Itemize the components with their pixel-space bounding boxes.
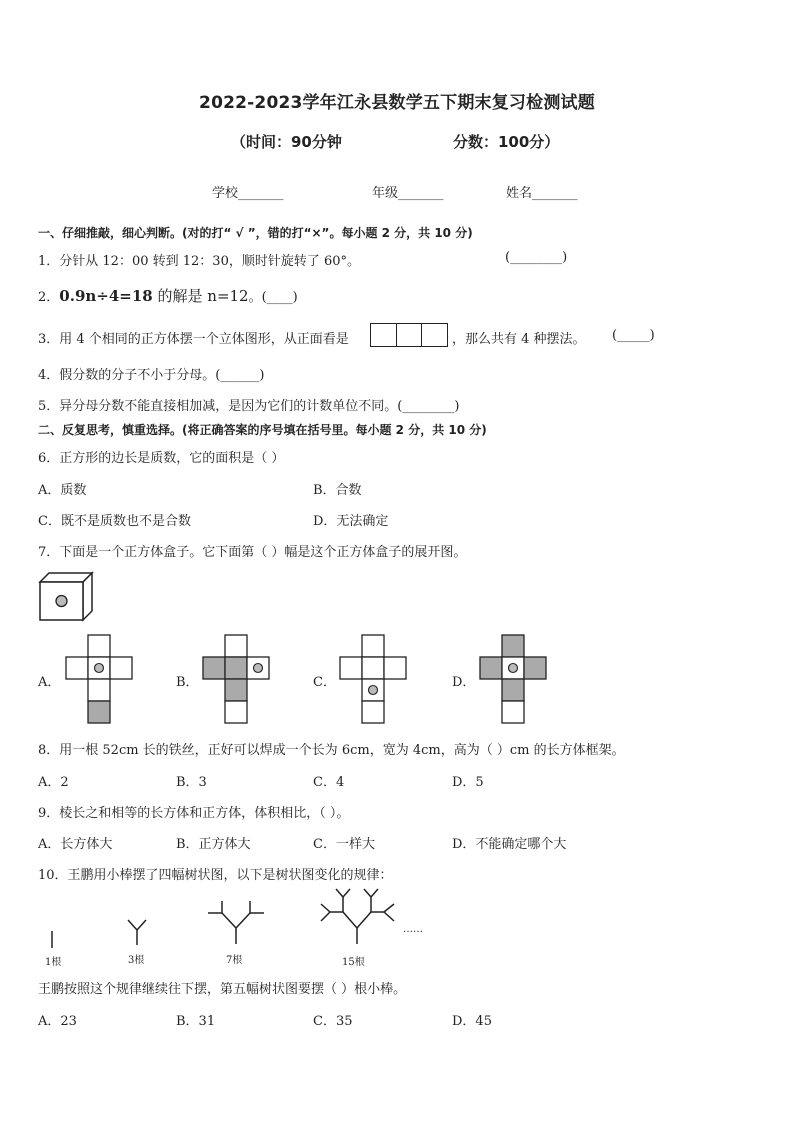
front-view-three-squares: [370, 323, 448, 347]
q9-option-c[interactable]: C．一样大: [313, 837, 375, 852]
question-8: 8．用一根 52cm 长的铁丝，正好可以焊成一个长为 6cm，宽为 4cm，高为（ ）cm 的长方体框架。: [38, 743, 625, 758]
answer-blank-1[interactable]: (________): [505, 250, 568, 265]
q10-option-c[interactable]: C．35: [313, 1014, 353, 1029]
question-7: 7．下面是一个正方体盒子。它下面第（ ）幅是这个正方体盒子的展开图。: [38, 545, 467, 560]
cube-drawing: [40, 573, 95, 621]
q10-option-b[interactable]: B．31: [176, 1014, 216, 1029]
question-10-follow: 王鹏按照这个规律继续往下摆，第五幅树状图要摆（ ）根小棒。: [38, 982, 407, 997]
q10-option-a[interactable]: A．23: [38, 1014, 77, 1029]
q8-option-b[interactable]: B．3: [176, 775, 207, 790]
question-2: [38, 285, 298, 306]
exam-time: （时间：90分钟: [231, 133, 342, 151]
section1-heading: 一、仔细推敲，细心判断。(对的打“ √ ”，错的打“×”。每小题 2 分，共 10 分): [38, 226, 473, 240]
tree-ellipsis: ……: [403, 924, 423, 935]
name-field[interactable]: 姓名_______: [506, 186, 578, 201]
net-b-drawing: [203, 635, 271, 725]
exam-score: 分数：100分）: [453, 133, 560, 151]
net-c-drawing: [340, 635, 408, 725]
q8-option-d[interactable]: D．5: [452, 775, 484, 790]
question-9: 9．棱长之和相等的长方体和正方体，体积相比，（ ）。: [38, 806, 350, 821]
q9-option-b[interactable]: B．正方体大: [176, 837, 251, 852]
question-5: 5．异分母分数不能直接相加减，是因为它们的计数单位不同。(________): [38, 399, 460, 414]
net-d-drawing: [480, 635, 548, 725]
q2-number: 2．: [38, 290, 60, 305]
q8-option-c[interactable]: C．4: [313, 775, 345, 790]
q2-middle: 的解是: [152, 287, 208, 305]
answer-blank-2[interactable]: 。(____): [248, 290, 298, 305]
question-3: 3．用 4 个相同的正方体摆一个立体图形，从正面看是: [38, 332, 349, 347]
q6-option-c[interactable]: C．既不是质数也不是合数: [38, 514, 191, 529]
tree1-label: 1根: [45, 957, 62, 968]
tree3-label: 7根: [226, 955, 243, 966]
q2-answer: n=12: [207, 287, 249, 305]
q10-option-d[interactable]: D．45: [452, 1014, 492, 1029]
q6-option-b[interactable]: B．合数: [313, 483, 362, 498]
q2-expression: 0.9n÷4=18: [59, 287, 153, 305]
school-field[interactable]: 学校_______: [212, 186, 284, 201]
grade-field[interactable]: 年级_______: [372, 186, 444, 201]
net-a-drawing: [66, 635, 134, 725]
section2-heading: 二、反复思考，慎重选择。(将正确答案的序号填在括号里。每小题 2 分，共 10 分): [38, 423, 487, 437]
question-6: 6．正方形的边长是质数，它的面积是（ ）: [38, 451, 285, 466]
question-1: 1．分针从 12：00 转到 12：30，顺时针旋转了 60°。: [38, 254, 361, 269]
question-4: 4．假分数的分子不小于分母。(______): [38, 368, 265, 383]
q7-option-a[interactable]: A．: [38, 675, 61, 690]
q8-option-a[interactable]: A．2: [38, 775, 69, 790]
q9-option-a[interactable]: A．长方体大: [38, 837, 113, 852]
q7-option-b[interactable]: B．: [176, 675, 199, 690]
tree2-label: 3根: [128, 955, 145, 966]
page-title: 2022-2023学年江永县数学五下期末复习检测试题: [199, 93, 595, 113]
tree4-label: 15根: [342, 957, 365, 968]
question-3-end: ，那么共有 4 种摆法。: [452, 332, 586, 347]
q6-option-a[interactable]: A．质数: [38, 483, 87, 498]
answer-blank-3[interactable]: (_____): [612, 328, 655, 343]
question-10: 10．王鹏用小棒摆了四幅树状图，以下是树状图变化的规律：: [38, 868, 393, 883]
q7-option-d[interactable]: D．: [452, 675, 476, 690]
q6-option-d[interactable]: D．无法确定: [313, 514, 389, 529]
q7-option-c[interactable]: C．: [313, 675, 336, 690]
q9-option-d[interactable]: D．不能确定哪个大: [452, 837, 567, 852]
